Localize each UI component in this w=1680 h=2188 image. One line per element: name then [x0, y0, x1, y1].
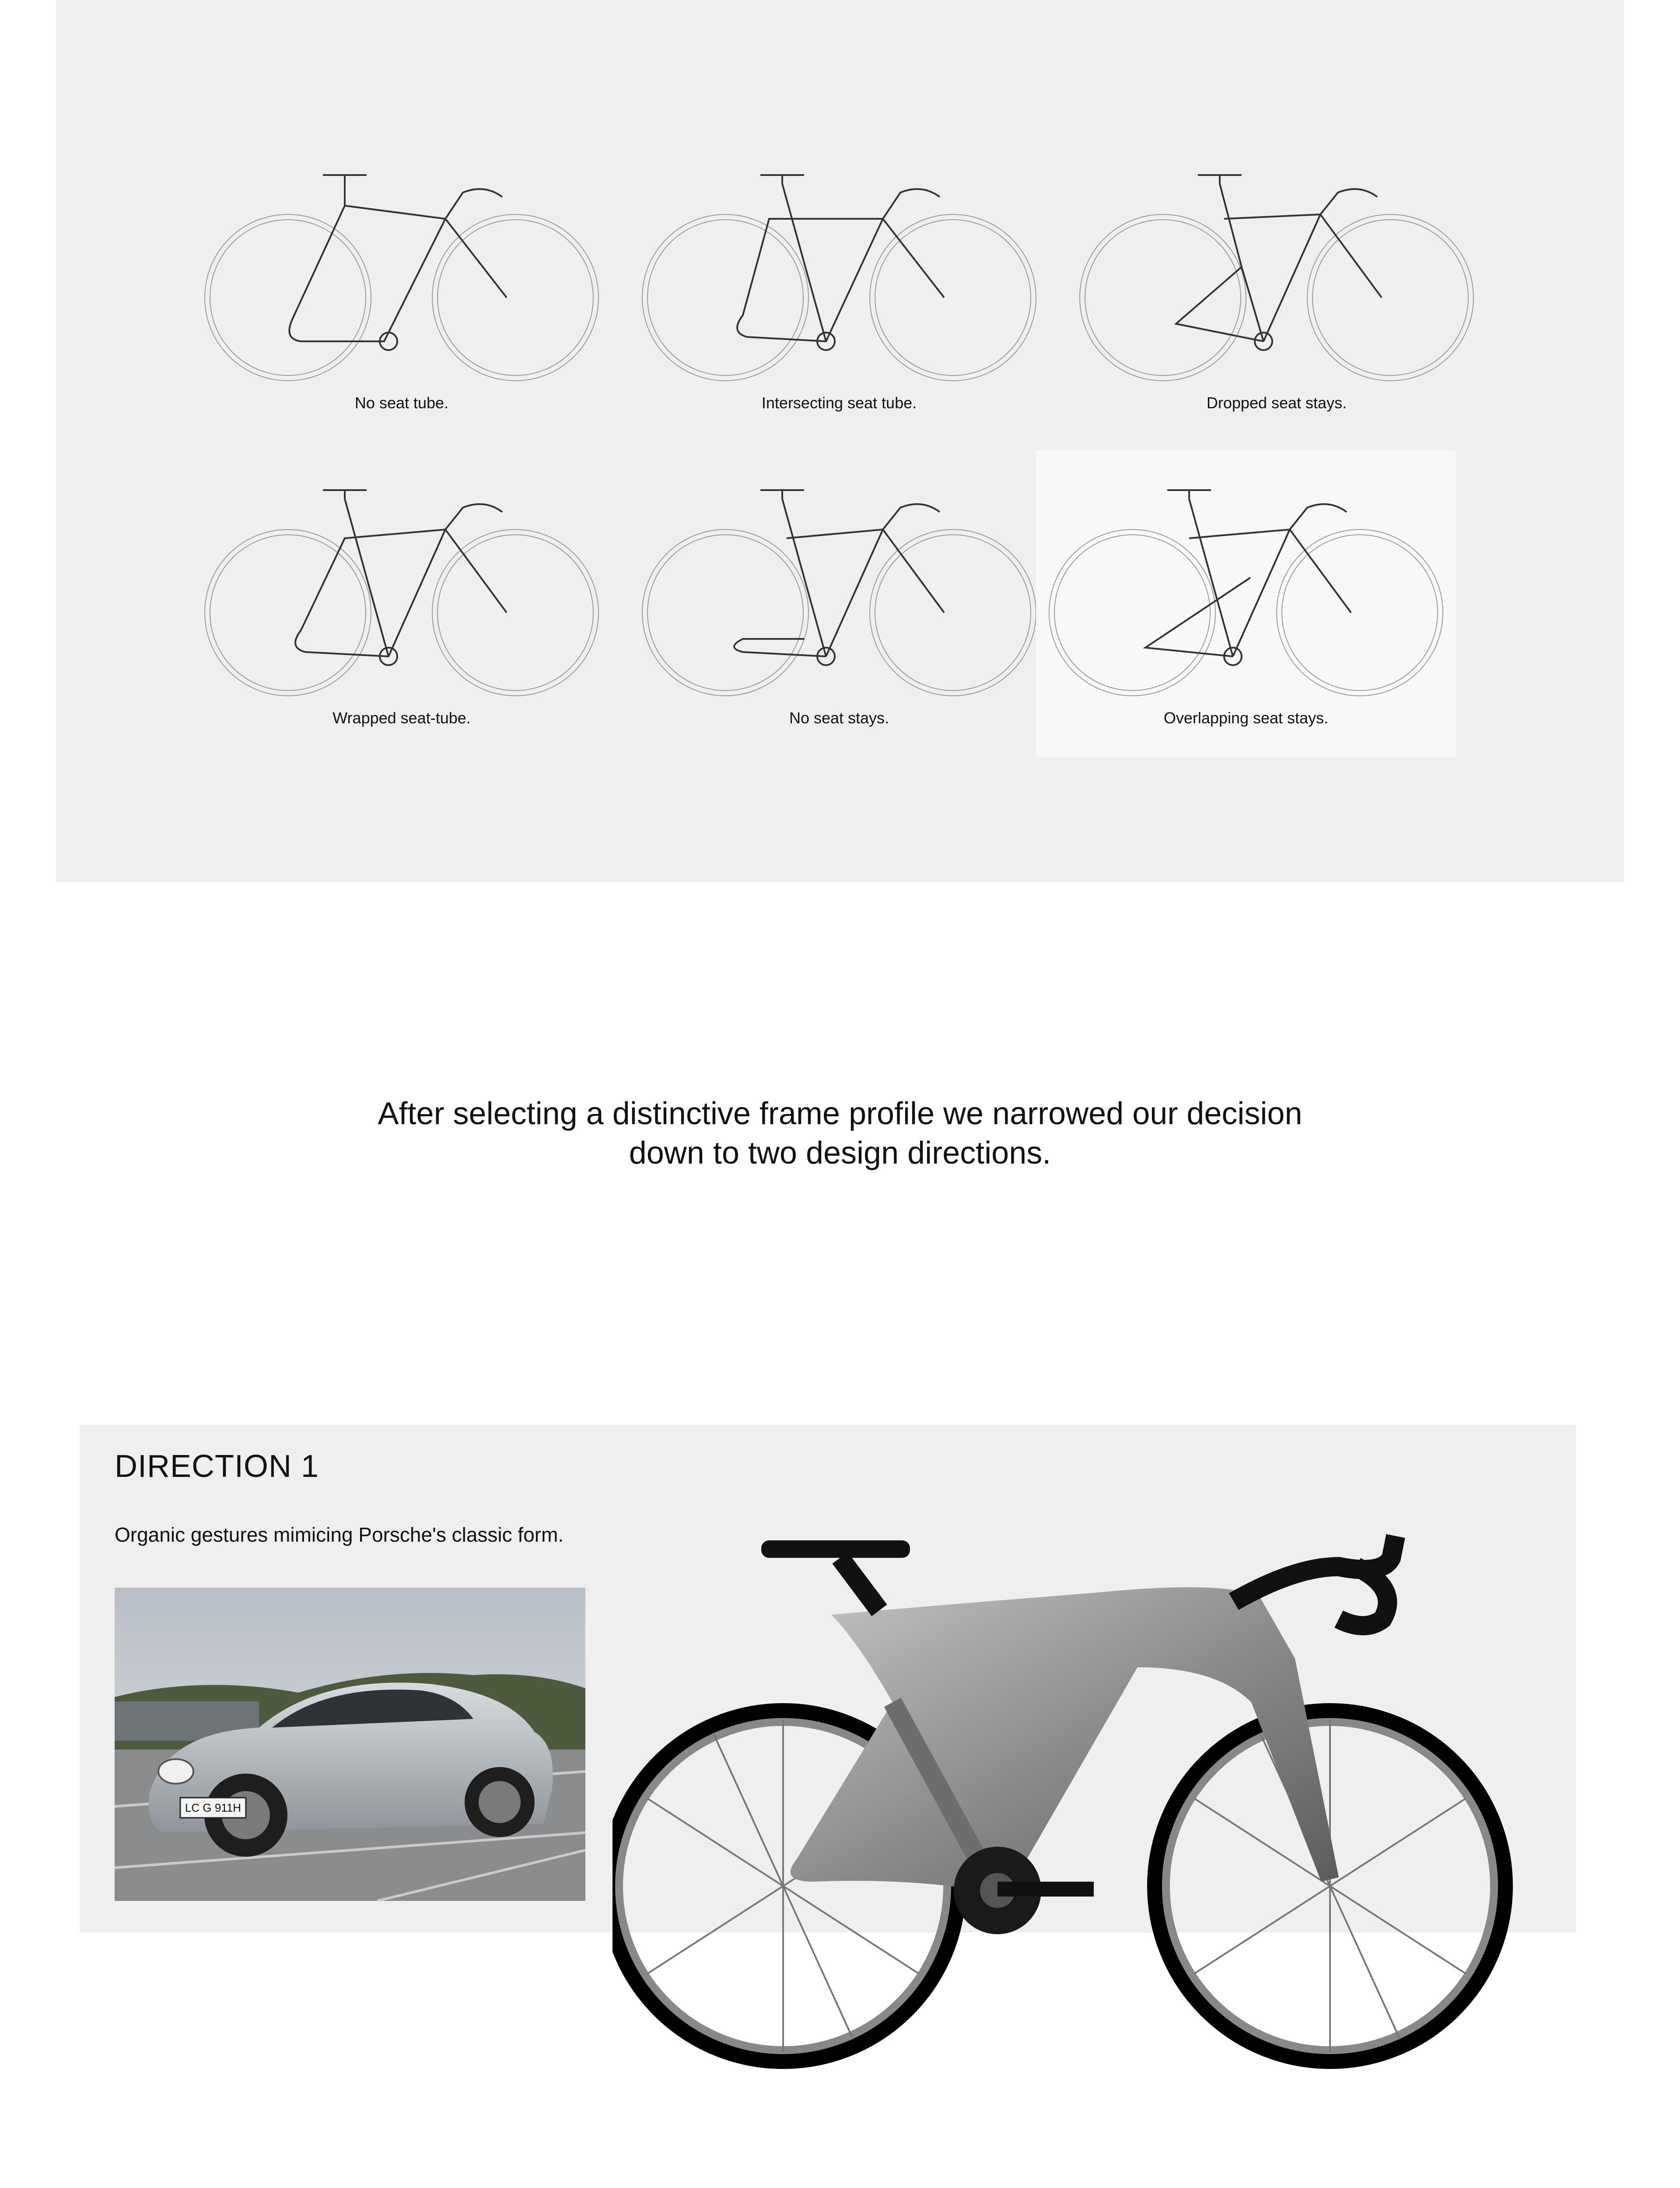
frame-option-no-seat-stays: [620, 446, 1058, 761]
frame-option-caption: Wrapped seat-tube.: [332, 709, 471, 727]
bike-sketch-icon: [1045, 481, 1447, 709]
frame-option-caption: No seat stays.: [789, 709, 889, 727]
direction-1-subtitle: Organic gestures mimicing Porsche's classic form.: [115, 1523, 564, 1546]
direction-1-title: DIRECTION 1: [115, 1449, 319, 1484]
frame-option-caption: Intersecting seat tube.: [761, 394, 917, 412]
direction-1-bike-render: [612, 1518, 1522, 2070]
bike-sketch-icon: [200, 166, 603, 394]
intro-line-2: down to two design directions.: [629, 1136, 1051, 1171]
frame-option-no-seat-tube: [183, 131, 620, 446]
bike-sketch-icon: [1075, 166, 1478, 394]
porsche-car-icon: [115, 1588, 585, 1901]
bike-sketch-icon: [200, 481, 603, 709]
frame-option-overlapping-seat-stays: [1036, 451, 1456, 757]
license-plate-text: LC G 911H: [185, 1801, 242, 1814]
bike-sketch-icon: [638, 166, 1040, 394]
direction-1-photo: [115, 1588, 585, 1901]
frame-option-dropped-seat-stays: [1058, 131, 1495, 446]
frame-option-wrapped-seat-tube: [183, 446, 620, 761]
frame-options-panel: [56, 0, 1624, 882]
bike-render-icon: [612, 1518, 1522, 2070]
frame-option-intersecting-seat-tube: [620, 131, 1058, 446]
bike-sketch-icon: [638, 481, 1040, 709]
frame-option-caption: No seat tube.: [354, 394, 449, 412]
frame-option-caption: Overlapping seat stays.: [1163, 709, 1329, 727]
intro-statement: [0, 1094, 1680, 1173]
intro-line-1: After selecting a distinctive frame profile we narrowed our decision: [378, 1096, 1302, 1131]
frame-option-caption: Dropped seat stays.: [1206, 394, 1347, 412]
